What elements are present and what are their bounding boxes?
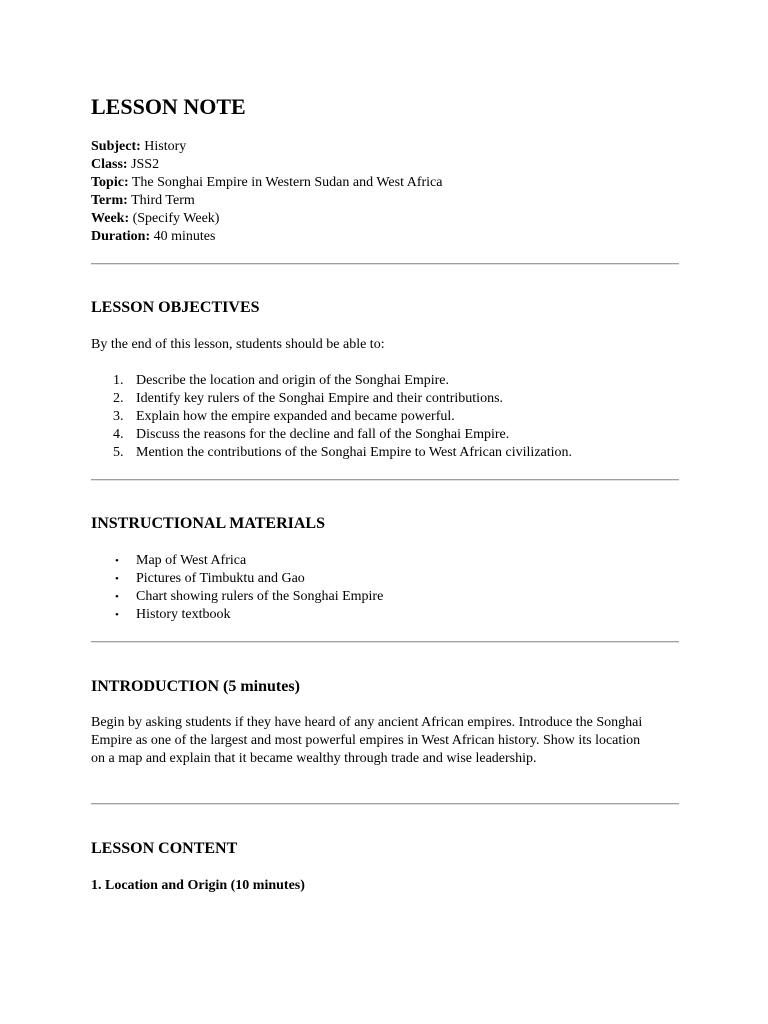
content-subheading: 1. Location and Origin (10 minutes)	[91, 878, 305, 893]
list-number: 2.	[113, 391, 124, 406]
meta-label: Topic:	[91, 175, 129, 190]
meta-value: JSS2	[131, 157, 160, 172]
list-item	[91, 588, 383, 606]
list-item	[91, 408, 572, 426]
meta-value: 40 minutes	[153, 229, 216, 244]
meta-value: History	[144, 139, 187, 154]
meta-value: Third Term	[131, 193, 195, 208]
list-item-text: Discuss the reasons for the decline and fall of the Songhai Empire.	[136, 427, 510, 442]
meta-topic	[91, 174, 442, 192]
meta-label: Duration:	[91, 229, 151, 244]
meta-label: Week:	[91, 211, 130, 226]
list-item	[91, 372, 572, 390]
meta-label: Subject:	[91, 139, 141, 154]
list-item	[91, 426, 572, 444]
list-item-text: Chart showing rulers of the Songhai Empire	[136, 589, 384, 604]
document-title: LESSON NOTE	[91, 94, 246, 119]
introduction-paragraph: Begin by asking students if they have heard of any ancient African empires. Introduce the Songhai Empire as one of the largest and most powerful empires in West African history. Show its location on a map and explain that it became wealthy through trade and wise leadership.	[91, 715, 643, 766]
list-item-text: Explain how the empire expanded and became powerful.	[136, 409, 455, 424]
meta-term	[91, 192, 442, 210]
materials-list	[91, 552, 383, 624]
introduction-heading: INTRODUCTION (5 minutes)	[91, 678, 300, 695]
content-heading: LESSON CONTENT	[91, 840, 238, 857]
list-item	[91, 570, 383, 588]
meta-subject	[91, 138, 442, 156]
list-item-text: Describe the location and origin of the Songhai Empire.	[136, 373, 449, 388]
meta-duration	[91, 228, 442, 246]
bullet-icon: •	[115, 591, 119, 603]
list-number: 1.	[113, 373, 124, 388]
horizontal-rule	[91, 641, 679, 643]
lesson-meta	[91, 138, 442, 246]
list-number: 5.	[113, 445, 124, 460]
meta-value: (Specify Week)	[132, 211, 220, 226]
list-item-text: History textbook	[136, 607, 231, 622]
horizontal-rule	[91, 803, 679, 805]
meta-value: The Songhai Empire in Western Sudan and West Africa	[131, 175, 443, 190]
meta-label: Term:	[91, 193, 128, 208]
meta-week	[91, 210, 442, 228]
meta-label: Class:	[91, 157, 128, 172]
list-item-text: Map of West Africa	[136, 553, 247, 568]
meta-class	[91, 156, 442, 174]
objectives-heading: LESSON OBJECTIVES	[91, 299, 260, 316]
objectives-list	[91, 372, 572, 462]
horizontal-rule	[91, 263, 679, 265]
bullet-icon: •	[115, 555, 119, 567]
materials-heading: INSTRUCTIONAL MATERIALS	[91, 515, 325, 532]
list-item-text: Identify key rulers of the Songhai Empire and their contributions.	[136, 391, 504, 406]
list-item-text: Pictures of Timbuktu and Gao	[136, 571, 305, 586]
list-item	[91, 606, 383, 624]
objectives-intro: By the end of this lesson, students should be able to:	[91, 337, 385, 352]
list-number: 3.	[113, 409, 124, 424]
list-item	[91, 444, 572, 462]
horizontal-rule	[91, 479, 679, 481]
bullet-icon: •	[115, 573, 119, 585]
list-item-text: Mention the contributions of the Songhai Empire to West African civilization.	[136, 445, 573, 460]
list-item	[91, 390, 572, 408]
list-item	[91, 552, 383, 570]
bullet-icon: •	[115, 609, 119, 621]
list-number: 4.	[113, 427, 124, 442]
